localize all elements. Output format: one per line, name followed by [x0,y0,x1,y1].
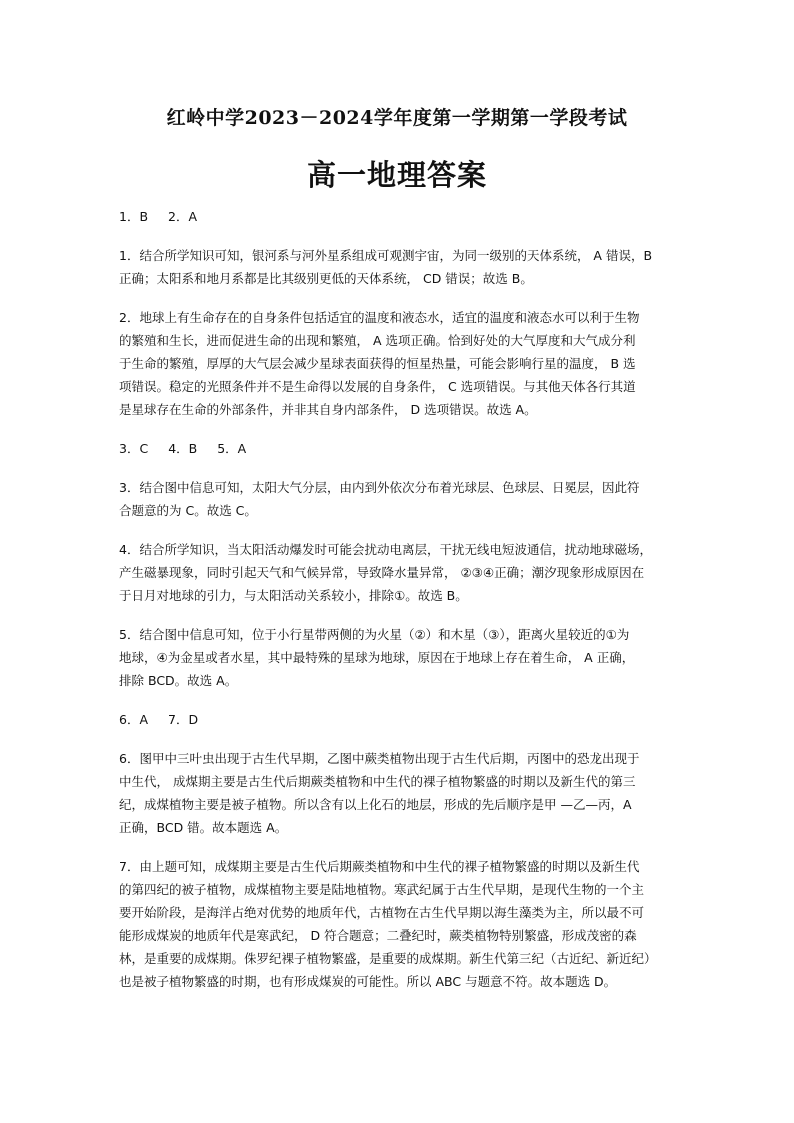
explanation-line: 3．结合图中信息可知，太阳大气分层，由内到外依次分布着光球层、色球层、日冕层，因此符 [119,480,640,495]
answer-key-item: 4．B [168,441,198,456]
answer-key-row [119,708,699,731]
explanation-paragraph [119,747,699,839]
explanation-line: 项错误。稳定的光照条件并不是生命得以发展的自身条件， C 选项错误。与其他天体各行其道 [119,379,636,394]
explanation-paragraph [119,538,699,607]
answer-key-item: 2．A [168,209,198,224]
answer-key-row [119,205,699,228]
explanation-line: 6．图甲中三叶虫出现于古生代早期，乙图中蕨类植物出现于古生代后期，丙图中的恐龙出现于 [119,751,640,766]
school-exam-title: 红岭中学2023－2024学年度第一学期第一学段考试 [166,107,628,129]
explanation-paragraph [119,623,699,692]
answer-key-row [119,437,699,460]
answer-key-item: 1．B [119,209,149,224]
answer-key-item: 5．A [217,441,247,456]
explanation-line: 4．结合所学知识，当太阳活动爆发时可能会扰动电离层，干扰无线电短波通信，扰动地球磁场， [119,542,652,557]
explanation-line: 7．由上题可知，成煤期主要是古生代后期蕨类植物和中生代的裸子植物繁盛的时期以及新生代 [119,859,640,874]
explanation-line: 于生命的繁殖，厚厚的大气层会减少星球表面获得的恒星热量，可能会影响行星的温度， B 选 [119,356,636,371]
explanation-line: 正确，BCD 错。故本题选 A。 [119,820,288,835]
explanation-line: 1．结合所学知识可知，银河系与河外星系组成可观测宇宙，为同一级别的天体系统， A 错误，B [119,248,653,263]
explanation-paragraph [119,476,699,522]
explanation-paragraph [119,306,699,421]
explanation-line: 5．结合图中信息可知，位于小行星带两侧的为火星（②）和木星（③），距离火星较近的①为 [119,627,630,642]
explanation-line: 的第四纪的被子植物，成煤植物主要是陆地植物。寒武纪属于古生代早期，是现代生物的一个主 [119,882,645,897]
answer-key-item: 7．D [168,712,199,727]
explanation-line: 2．地球上有生命存在的自身条件包括适宜的温度和液态水，适宜的温度和液态水可以利于生物 [119,310,640,325]
explanation-line: 要开始阶段，是海洋占绝对优势的地质年代，古植物在古生代早期以海生藻类为主，所以最不可 [119,905,645,920]
explanation-line: 合题意的为 C。故选 C。 [119,503,257,518]
explanation-line: 产生磁暴现象，同时引起天气和气候异常，导致降水量异常， ②③④正确；潮汐现象形成原因在 [119,565,645,580]
answer-content [119,205,699,1009]
explanation-line: 排除 BCD。故选 A。 [119,673,238,688]
explanation-line: 林，是重要的成煤期。侏罗纪裸子植物繁盛，是重要的成煤期。新生代第三纪（古近纪、新近纪） [119,951,657,966]
explanation-paragraph [119,244,699,290]
explanation-line: 于日月对地球的引力，与太阳活动关系较小，排除①。故选 B。 [119,588,468,603]
explanation-line: 中生代， 成煤期主要是古生代后期蕨类植物和中生代的裸子植物繁盛的时期以及新生代的第三 [119,774,636,789]
answer-key-item: 3．C [119,441,149,456]
explanation-paragraph [119,855,699,993]
explanation-line: 能形成煤炭的地质年代是寒武纪， D 符合题意；二叠纪时，蕨类植物特别繁盛，形成茂密的森 [119,928,637,943]
subject-answer-title: 高一地理答案 [306,158,487,192]
answer-key-item: 6．A [119,712,149,727]
explanation-line: 是星球存在生命的外部条件，并非其自身内部条件， D 选项错误。故选 A。 [119,402,537,417]
explanation-line: 的繁殖和生长，进而促进生命的出现和繁殖， A 选项正确。恰到好处的大气厚度和大气成分利 [119,333,636,348]
explanation-line: 纪，成煤植物主要是被子植物。所以含有以上化石的地层，形成的先后顺序是甲 —乙—丙，A [119,797,632,812]
explanation-line: 地球，④为金星或者水星，其中最特殊的星球为地球，原因在于地球上存在着生命， A 正确， [119,650,635,665]
explanation-line: 也是被子植物繁盛的时期，也有形成煤炭的可能性。所以 ABC 与题意不符。故本题选 D。 [119,974,617,989]
explanation-line: 正确；太阳系和地月系都是比其级别更低的天体系统， CD 错误；故选 B。 [119,271,533,286]
